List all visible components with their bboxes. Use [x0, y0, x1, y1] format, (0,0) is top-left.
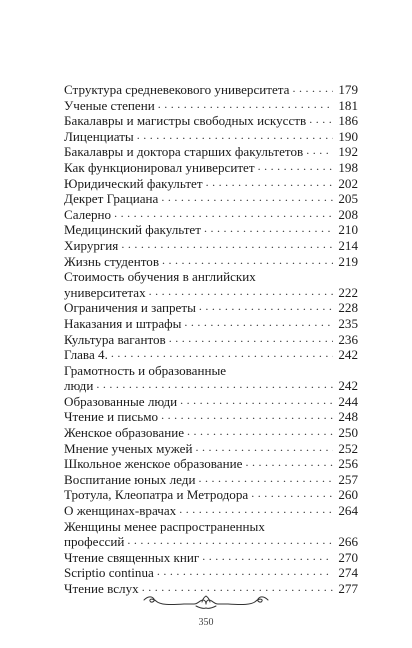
toc-entry-page: 242	[338, 347, 358, 363]
toc-entry-page: 266	[338, 534, 358, 550]
toc-entry-title: Мнение ученых мужей	[64, 440, 193, 456]
toc-entry-title: Наказания и штрафы	[64, 315, 182, 331]
toc-entry-page: 219	[338, 253, 358, 269]
toc-entry-title: люди	[64, 378, 94, 394]
toc-entry-title: Образованные люди	[64, 393, 178, 409]
toc-entry	[64, 207, 358, 223]
dot-leader	[96, 377, 333, 393]
toc-entry-title: Лиценциаты	[64, 128, 134, 144]
toc-entry-page: 260	[338, 487, 358, 503]
toc-entry-page: 181	[338, 97, 358, 113]
dot-leader	[180, 393, 333, 409]
dot-leader	[309, 112, 333, 128]
toc-entry	[64, 503, 358, 519]
toc-entry	[64, 332, 358, 348]
toc-entry-page: 250	[338, 425, 358, 441]
dot-leader	[198, 471, 333, 487]
dot-leader	[206, 175, 333, 191]
toc-entry	[64, 409, 358, 425]
toc-entry-title: Ограничения и запреты	[64, 300, 196, 316]
page-number: 350	[198, 617, 214, 628]
toc-entry-page: 222	[338, 284, 358, 300]
page-footer	[140, 594, 272, 634]
toc-entry-page: 277	[338, 581, 358, 596]
dot-leader	[179, 502, 333, 518]
toc-entry	[64, 98, 358, 114]
toc-entry	[64, 425, 358, 441]
dot-leader	[162, 253, 333, 269]
dot-leader	[293, 81, 334, 97]
dot-leader	[202, 549, 333, 565]
toc-entry-title: профессий	[64, 534, 125, 550]
table-of-contents	[64, 82, 358, 597]
toc-entry	[64, 285, 358, 301]
toc-entry-page: 202	[338, 175, 358, 191]
toc-entry-page: 190	[338, 128, 358, 144]
toc-entry-page: 274	[338, 565, 358, 581]
toc-entry-title: Чтение священных книг	[64, 549, 200, 565]
toc-entry	[64, 160, 358, 176]
toc-entry-title-line1: Стоимость обучения в английских	[64, 269, 256, 285]
dot-leader	[245, 455, 333, 471]
toc-entry-page: 210	[338, 222, 358, 238]
dot-leader	[195, 440, 333, 456]
toc-entry	[64, 316, 358, 332]
toc-entry-title: Бакалавры и магистры свободных искусств	[64, 113, 307, 129]
toc-entry-page: 214	[338, 237, 358, 253]
dot-leader	[161, 190, 333, 206]
toc-entry	[64, 300, 358, 316]
toc-entry-title: Культура вагантов	[64, 331, 166, 347]
toc-entry	[64, 394, 358, 410]
toc-entry-title: Декрет Грациана	[64, 191, 159, 207]
toc-entry-page: 252	[338, 440, 358, 456]
toc-entry	[64, 238, 358, 254]
toc-entry	[64, 82, 358, 98]
toc-entry-title-line1: Женщины менее распространенных	[64, 518, 265, 534]
toc-entry-page: 270	[338, 549, 358, 565]
toc-entry-page: 264	[338, 503, 358, 519]
dot-leader	[199, 299, 333, 315]
toc-entry	[64, 222, 358, 238]
flourish-ornament	[140, 594, 272, 618]
toc-entry-page: 236	[338, 331, 358, 347]
toc-entry	[64, 441, 358, 457]
toc-entry-page: 186	[338, 113, 358, 129]
toc-entry-page: 248	[338, 409, 358, 425]
toc-entry-page: 257	[338, 471, 358, 487]
dot-leader	[121, 237, 333, 253]
dot-leader	[258, 159, 333, 175]
toc-entry-page: 205	[338, 191, 358, 207]
dot-leader	[184, 315, 333, 331]
dot-leader	[169, 331, 333, 347]
toc-entry-title: Структура средневекового университета	[64, 82, 290, 97]
dot-leader	[157, 564, 333, 580]
toc-entry-title: Scriptio continua	[64, 565, 154, 581]
toc-entry-page: 256	[338, 456, 358, 472]
dot-leader	[161, 408, 333, 424]
toc-entry-title: Медицинский факультет	[64, 222, 201, 238]
toc-entry	[64, 550, 358, 566]
toc-entry	[64, 347, 358, 363]
toc-entry	[64, 113, 358, 129]
dot-leader	[306, 143, 333, 159]
dot-leader	[187, 424, 333, 440]
toc-entry-title: Салерно	[64, 206, 112, 222]
toc-entry-page: 242	[338, 378, 358, 394]
toc-entry	[64, 456, 358, 472]
toc-entry-title: Как функционировал университет	[64, 159, 255, 175]
toc-entry-page: 235	[338, 315, 358, 331]
toc-entry-title: Воспитание юных леди	[64, 471, 196, 487]
dot-leader	[149, 284, 333, 300]
toc-entry-page: 198	[338, 159, 358, 175]
toc-entry-title: О женщинах-врачах	[64, 503, 177, 519]
toc-entry	[64, 472, 358, 488]
toc-entry	[64, 378, 358, 394]
dot-leader	[114, 206, 333, 222]
toc-entry	[64, 191, 358, 207]
toc-entry-page: 228	[338, 300, 358, 316]
dot-leader	[158, 97, 333, 113]
dot-leader	[251, 486, 333, 502]
dot-leader	[127, 533, 333, 549]
toc-entry-title: Хирургия	[64, 237, 119, 253]
toc-entry-title: Чтение и письмо	[64, 409, 159, 425]
toc-entry	[64, 129, 358, 145]
toc-entry-page: 244	[338, 393, 358, 409]
toc-entry-title: Бакалавры и доктора старших факультетов	[64, 144, 304, 160]
toc-entry-title: Чтение вслух	[64, 581, 139, 596]
toc-entry-page: 208	[338, 206, 358, 222]
dot-leader	[137, 128, 333, 144]
toc-entry	[64, 565, 358, 581]
toc-entry-title: Ученые степени	[64, 97, 155, 113]
toc-entry	[64, 176, 358, 192]
toc-entry	[64, 254, 358, 270]
dot-leader	[111, 346, 333, 362]
toc-entry-title: Тротула, Клеопатра и Метродора	[64, 487, 249, 503]
dot-leader	[204, 221, 333, 237]
toc-entry-title: Глава 4.	[64, 347, 108, 363]
toc-entry	[64, 144, 358, 160]
toc-entry	[64, 487, 358, 503]
toc-entry-title: университетах	[64, 284, 146, 300]
toc-entry-title: Женское образование	[64, 425, 185, 441]
toc-entry-title: Юридический факультет	[64, 175, 203, 191]
toc-entry-title: Школьное женское образование	[64, 456, 243, 472]
toc-entry-title-line1: Грамотность и образованные	[64, 362, 227, 378]
toc-entry-title: Жизнь студентов	[64, 253, 160, 269]
toc-entry-page: 179	[338, 82, 358, 97]
toc-entry	[64, 534, 358, 550]
toc-entry-page: 192	[338, 144, 358, 160]
